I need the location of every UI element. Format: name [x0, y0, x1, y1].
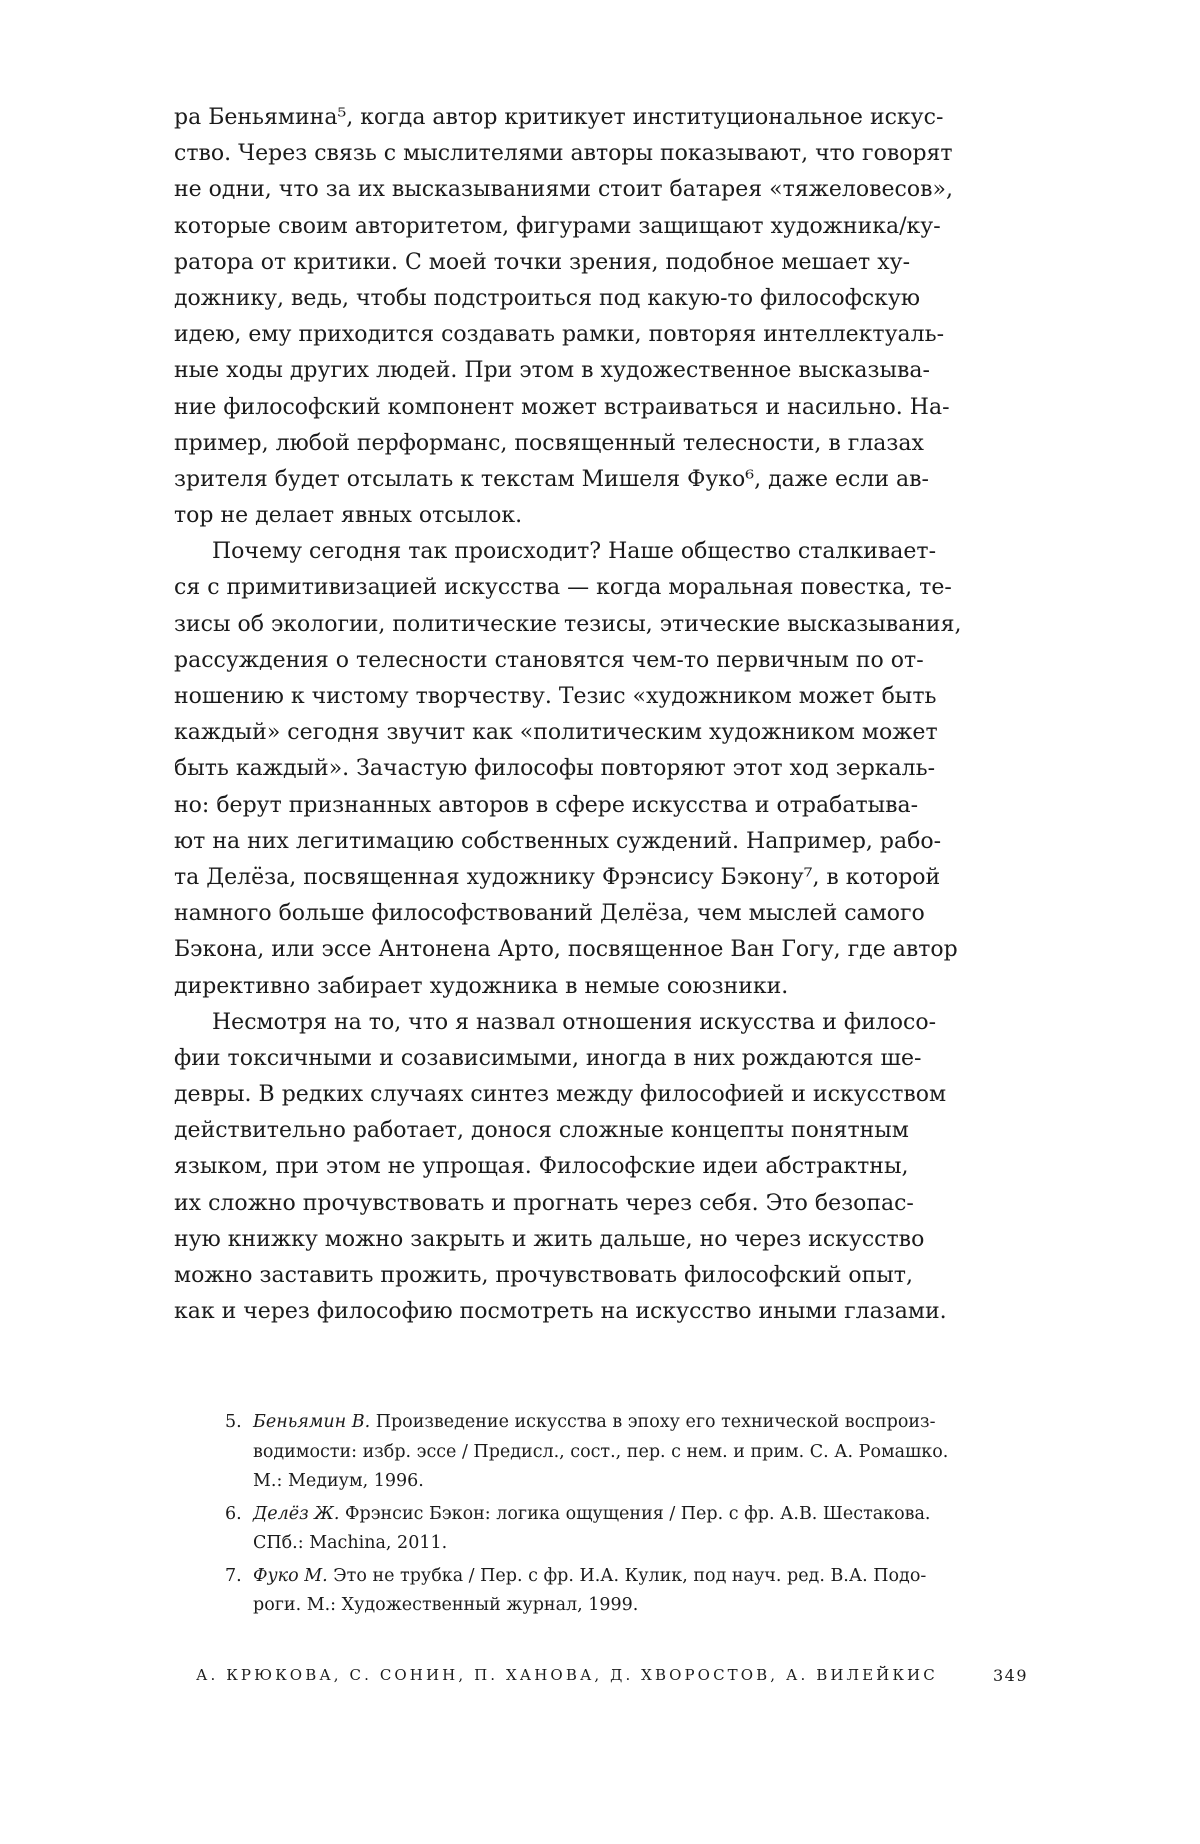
footnote-7 [225, 1562, 1028, 1621]
text-line: девры. В редких случаях синтез между философией и искусством [174, 1082, 947, 1108]
footnote-line: М.: Медиум, 1996. [253, 1471, 424, 1491]
footnote-number: 7. [225, 1565, 242, 1586]
text-line: как и через философию посмотреть на искусство иными глазами. [174, 1299, 947, 1325]
footnote-author: Делёз Ж. [253, 1503, 340, 1524]
text-line: которые своим авторитетом, фигурами защищают художника/ку- [174, 213, 941, 239]
text-line: зрителя будет отсылать к текстам Мишеля Фуко⁶, даже если ав- [174, 466, 929, 492]
footnote-6 [225, 1500, 1028, 1559]
paragraph-3 [174, 1005, 1028, 1331]
text-line: намного больше философствований Делёза, чем мыслей самого [174, 901, 925, 927]
text-line: ношению к чистому творчеству. Тезис «художником может быть [174, 684, 937, 709]
footnote-text: Произведение искусства в эпоху его технической воспроиз- [370, 1412, 936, 1432]
footnote-author: Беньямин В. [253, 1412, 371, 1432]
paragraph-2 [174, 534, 1028, 1004]
footnote-author: Фуко М. [253, 1565, 328, 1586]
text-line: не одни, что за их высказываниями стоит батарея «тяжеловесов», [174, 177, 953, 203]
footnote-line [225, 1562, 1028, 1592]
text-line: языком, при этом не упрощая. Философские идеи абстрактны, [174, 1154, 909, 1180]
text-line: ство. Через связь с мыслителями авторы показывают, что говорят [174, 141, 953, 167]
text-line: та Делёза, посвященная художнику Фрэнсису Бэкону⁷, в которой [174, 864, 941, 890]
text-line: директивно забирает художника в немые союзники. [174, 973, 789, 999]
text-line: Несмотря на то, что я назвал отношения искусства и филосо- [212, 1009, 937, 1035]
page-number: 349 [992, 1666, 1028, 1685]
footnote-5 [225, 1408, 1028, 1497]
footnote-number: 6. [225, 1503, 242, 1524]
footnote-line [225, 1500, 1028, 1530]
text-line: ную книжку можно закрыть и жить дальше, но через искусство [174, 1226, 925, 1252]
footnote-line: СПб.: Machina, 2011. [253, 1533, 448, 1553]
text-line: каждый» сегодня звучит как «политическим художником может [174, 720, 938, 746]
paragraph-1 [174, 100, 1028, 534]
footnotes [225, 1408, 1028, 1621]
footnote-text: Это не трубка / Пер. с фр. И.А. Кулик, под науч. ред. В.А. Подо- [327, 1565, 927, 1586]
text-line: зисы об экологии, политические тезисы, этические высказывания, [174, 611, 962, 637]
text-line: рассуждения о телесности становятся чем-то первичным по от- [174, 647, 924, 673]
text-line: дожнику, ведь, чтобы подстроиться под какую-то философскую [174, 285, 921, 311]
footer-authors: А. КРЮКОВА, С. СОНИН, П. ХАНОВА, Д. ХВОРОСТОВ, А. ВИЛЕЙКИС [196, 1666, 938, 1684]
text-line: тор не делает явных отсылок. [174, 503, 523, 529]
text-line: ся с примитивизацией искусства — когда моральная повестка, те- [174, 575, 952, 601]
text-line: пример, любой перформанс, посвященный телесности, в глазах [174, 430, 924, 456]
text-line: Бэкона, или эссе Антонена Арто, посвященное Ван Гогу, где автор [174, 937, 958, 963]
main-text [174, 100, 1028, 1330]
footnote-number: 5. [225, 1412, 242, 1432]
text-line: ра Беньямина⁵, когда автор критикует институциональное искус- [174, 105, 944, 130]
footnote-text: Фрэнсис Бэкон: логика ощущения / Пер. с фр. А.В. Шестакова. [339, 1503, 931, 1524]
text-line: действительно работает, донося сложные концепты понятным [174, 1118, 909, 1144]
text-line: ратора от критики. С моей точки зрения, подобное мешает ху- [174, 249, 911, 275]
text-line: но: берут признанных авторов в сфере искусства и отрабатыва- [174, 792, 919, 818]
footnote-line: водимости: избр. эссе / Предисл., сост., пер. с нем. и прим. С. А. Ромашко. [253, 1441, 949, 1462]
text-line: фии токсичными и созависимыми, иногда в них рождаются ше- [174, 1045, 922, 1071]
text-line: идею, ему приходится создавать рамки, повторяя интеллектуаль- [174, 322, 945, 348]
text-line: их сложно прочувствовать и прогнать через себя. Это безопас- [174, 1190, 914, 1216]
running-footer [196, 1666, 1028, 1684]
footnote-line: роги. М.: Художественный журнал, 1999. [253, 1595, 639, 1615]
text-line: ные ходы других людей. При этом в художественное высказыва- [174, 358, 930, 384]
text-line: ние философский компонент может встраиваться и насильно. На- [174, 394, 950, 420]
text-line: ют на них легитимацию собственных суждений. Например, рабо- [174, 828, 942, 854]
text-line: можно заставить прожить, прочувствовать философский опыт, [174, 1263, 913, 1288]
footnote-line [225, 1408, 1028, 1438]
text-line: быть каждый». Зачастую философы повторяют этот ход зеркаль- [174, 756, 936, 782]
text-line: Почему сегодня так происходит? Наше общество сталкивает- [212, 539, 937, 565]
